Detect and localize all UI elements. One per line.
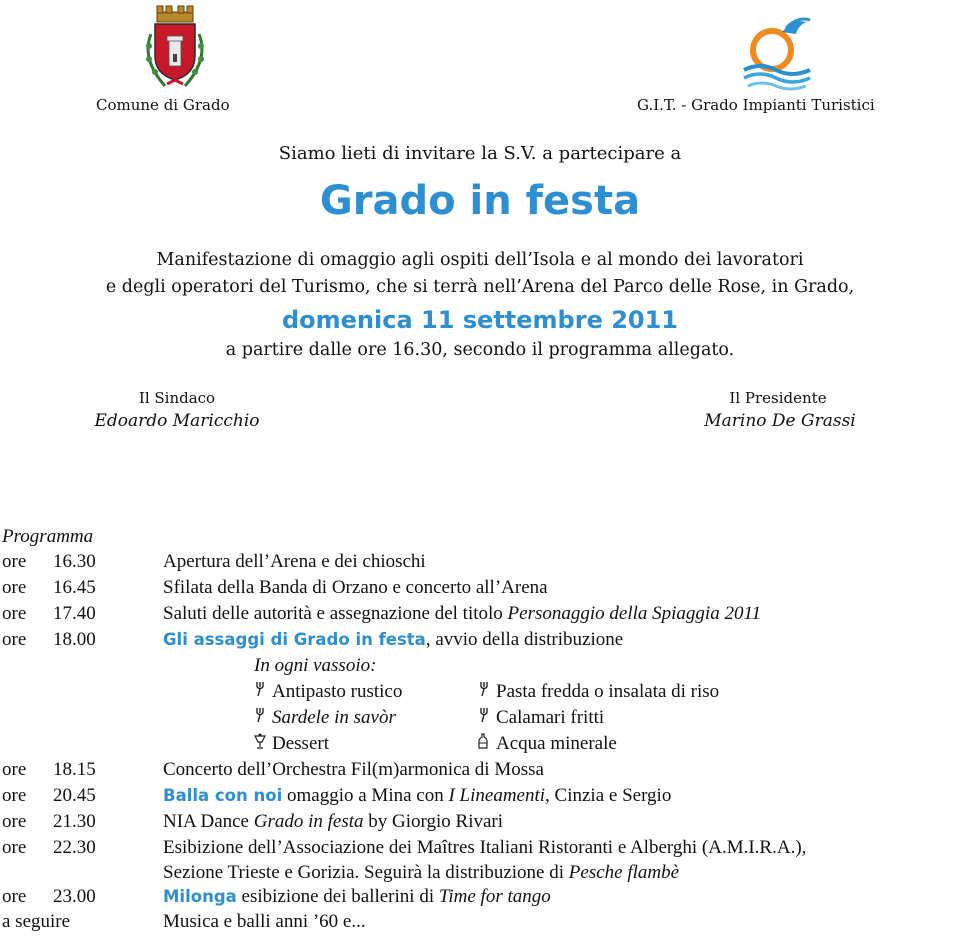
tray-item-label: Sardele in savòr	[272, 707, 396, 728]
programme-text: , Cinzia e Sergio	[545, 785, 672, 806]
programme-heading: Programma	[2, 526, 94, 547]
programme-time-prefix: ore	[2, 577, 27, 598]
programme-description	[163, 577, 548, 599]
tray-heading: In ogni vassoio:	[254, 655, 377, 676]
programme-text: Personaggio della Spiaggia 2011	[507, 603, 762, 624]
programme-time-prefix: ore	[2, 629, 27, 650]
programme-time-prefix: ore	[2, 603, 27, 624]
programme-text: Esibizione dell’Associazione dei Maîtres Italiani Ristoranti e Alberghi (A.M.I.R.A.),	[163, 837, 807, 858]
mayor-name: Edoardo Maricchio	[94, 411, 260, 431]
programme-text: esibizione dei ballerini di	[236, 886, 439, 907]
tray-item	[478, 733, 617, 755]
programme-row	[0, 551, 960, 577]
git-logo	[738, 12, 816, 92]
programme-description	[163, 862, 679, 884]
programme-text: , avvio della distribuzione	[425, 629, 624, 650]
programme-description	[163, 551, 426, 573]
programme-description	[163, 811, 503, 833]
tray-item-label: Calamari fritti	[496, 707, 605, 728]
programme-description	[163, 629, 623, 651]
programme-text: Pesche flambè	[568, 862, 680, 883]
fork-icon	[254, 681, 272, 702]
programme-text: Saluti delle autorità e assegnazione del titolo	[163, 603, 508, 624]
programme-highlight: Gli assaggi di Grado in festa	[163, 630, 426, 649]
fork-icon	[254, 707, 272, 728]
programme-description	[163, 603, 761, 625]
programme-time: 23.00	[53, 886, 96, 907]
tray-item-label: Antipasto rustico	[272, 681, 403, 702]
programme-row	[0, 603, 960, 629]
programme-row	[0, 629, 960, 655]
tray-item	[254, 681, 402, 703]
event-description-line-1: Manifestazione di omaggio agli ospiti dell’Isola e al mondo dei lavoratori	[156, 250, 804, 270]
water-bottle-icon	[478, 733, 496, 754]
programme-text: Time for tango	[438, 886, 551, 907]
git-wave-sun-logo-icon	[738, 12, 816, 92]
programme-row	[0, 577, 960, 603]
git-label: G.I.T. - Grado Impianti Turistici	[637, 96, 875, 114]
programme-time-prefix: ore	[2, 886, 27, 907]
programme-time: 22.30	[53, 837, 96, 858]
programme-text: omaggio a Mina con	[282, 785, 449, 806]
ice-cream-cup-icon	[254, 733, 272, 754]
programme-row	[0, 759, 960, 785]
programme-row	[0, 811, 960, 837]
programme-time: 16.45	[53, 577, 96, 598]
programme-time-prefix: ore	[2, 837, 27, 858]
programme-description	[163, 911, 366, 933]
programme-time-prefix: ore	[2, 811, 27, 832]
programme-row	[0, 785, 960, 811]
tray-item	[254, 733, 329, 755]
invite-intro: Siamo lieti di invitare la S.V. a partecipare a	[278, 143, 682, 164]
programme-time: 18.00	[53, 629, 96, 650]
tray-item	[478, 707, 604, 729]
programme-text: Sezione Trieste e Gorizia. Seguirà la distribuzione di	[163, 862, 569, 883]
tray-item-label: Pasta fredda o insalata di riso	[496, 681, 720, 702]
comune-label: Comune di Grado	[96, 96, 230, 114]
programme-text: Grado in festa	[253, 811, 364, 832]
programme-time-prefix: ore	[2, 759, 27, 780]
programme-text: Sfilata della Banda di Orzano e concerto all’Arena	[163, 577, 548, 598]
programme-text: Apertura dell’Arena e dei chioschi	[163, 551, 426, 572]
programme-description	[163, 785, 671, 807]
programme-row	[0, 837, 960, 863]
programme-row	[0, 862, 960, 888]
programme-time: 17.40	[53, 603, 96, 624]
grado-coat-of-arms-icon	[135, 4, 215, 92]
tray-item	[478, 681, 719, 703]
mayor-role: Il Sindaco	[138, 389, 216, 407]
fork-icon	[478, 681, 496, 702]
programme-row	[0, 886, 960, 912]
programme-description	[163, 886, 551, 908]
programme-highlight: Balla con noi	[163, 786, 283, 805]
programme-description	[163, 759, 544, 781]
event-date: domenica 11 settembre 2011	[281, 306, 679, 334]
president-role: Il Presidente	[729, 389, 827, 407]
programme-text: Musica e balli anni ’60 e...	[163, 911, 366, 932]
programme-text: I Lineamenti	[448, 785, 546, 806]
programme-time: 18.15	[53, 759, 96, 780]
tray-item-label: Dessert	[272, 733, 329, 754]
programme-highlight: Milonga	[163, 887, 237, 906]
programme-time-prefix: ore	[2, 785, 27, 806]
programme-text: Concerto dell’Orchestra Fil(m)armonica di Mossa	[163, 759, 544, 780]
programme-time-prefix: a seguire	[2, 911, 71, 932]
comune-crest	[135, 4, 215, 92]
programme-time-prefix: ore	[2, 551, 27, 572]
event-start-time: a partire dalle ore 16.30, secondo il programma allegato.	[225, 340, 735, 360]
programme-time: 16.30	[53, 551, 96, 572]
tray-item	[254, 707, 396, 729]
programme-text: NIA Dance	[163, 811, 254, 832]
programme-time: 20.45	[53, 785, 96, 806]
event-description-line-2: e degli operatori del Turismo, che si terrà nell’Arena del Parco delle Rose, in Grado,	[105, 277, 855, 297]
programme-description	[163, 837, 806, 859]
programme-row	[0, 911, 960, 937]
programme-text: by Giorgio Rivari	[363, 811, 504, 832]
tray-item-label: Acqua minerale	[496, 733, 617, 754]
fork-icon	[478, 707, 496, 728]
president-name: Marino De Grassi	[704, 411, 856, 431]
programme-time: 21.30	[53, 811, 96, 832]
event-title: Grado in festa	[319, 178, 641, 224]
